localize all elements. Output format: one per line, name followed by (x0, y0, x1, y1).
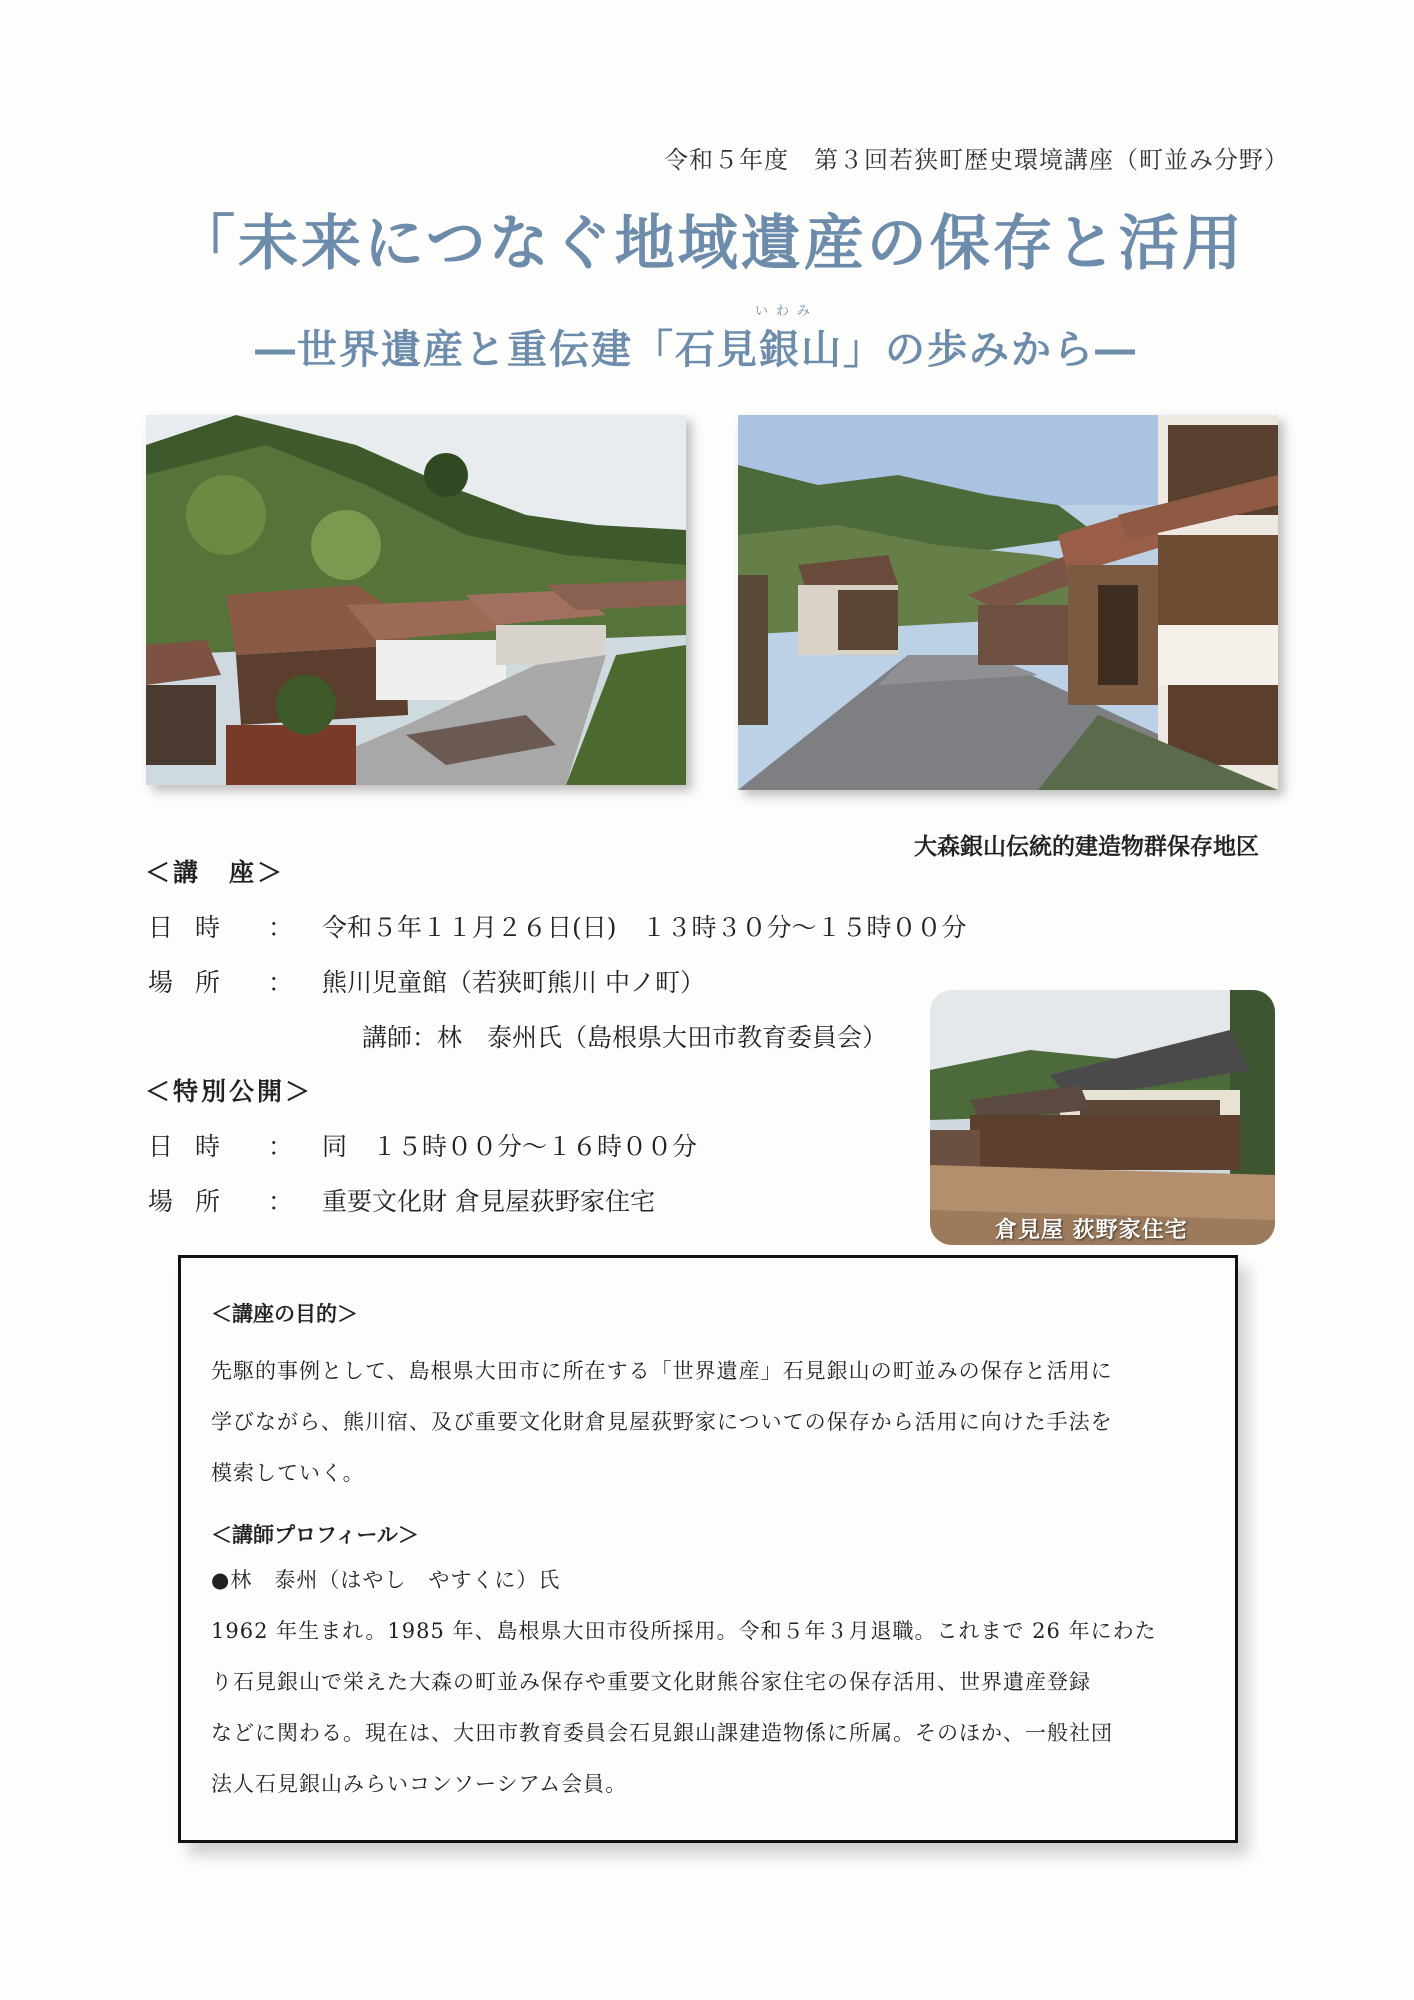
special-date-row (148, 1127, 697, 1163)
profile-text (211, 1555, 1211, 1810)
house-photo-caption: 倉見屋 荻野家住宅 (995, 1218, 1188, 1243)
photo-caption: 大森銀山伝統的建造物群保存地区 (914, 834, 1259, 860)
special-date-value: 同 １５時００分～１６時００分 (322, 1132, 698, 1161)
profile-line: などに関わる。現在は、大田市教育委員会石見銀山課建造物係に所属。そのほか、一般社団 (211, 1721, 1113, 1745)
special-place-value: 重要文化財 倉見屋荻野家住宅 (322, 1187, 655, 1216)
purpose-line: 先駆的事例として、島根県大田市に所在する「世界遺産」石見銀山の町並みの保存と活用に (211, 1359, 1113, 1383)
lecture-date-row (148, 908, 967, 944)
lecture-place-row (148, 963, 705, 999)
photo-townscape-aerial (146, 415, 686, 785)
lecture-heading: ＜講 座＞ (145, 858, 286, 887)
lecturer-line: 講師：林 泰州氏（島根県大田市教育委員会） (362, 1023, 888, 1052)
profile-heading: ＜講師プロフィール＞ (211, 1522, 419, 1547)
special-place-row (148, 1182, 655, 1218)
purpose-line: 学びながら、熊川宿、及び重要文化財倉見屋荻野家についての保存から活用に向けた手法を (211, 1410, 1113, 1434)
purpose-line: 模索していく。 (211, 1461, 365, 1485)
photo-house (930, 990, 1275, 1245)
series-title: 令和５年度 第３回若狭町歴史環境講座（町並み分野） (664, 146, 1289, 174)
profile-line: り石見銀山で栄えた大森の町並み保存や重要文化財熊谷家住宅の保存活用、世界遺産登録 (211, 1670, 1091, 1694)
colon: ： (268, 968, 294, 997)
colon: ： (268, 1132, 294, 1161)
lecture-place-value: 熊川児童館（若狭町熊川 中ノ町） (322, 968, 705, 997)
place-label: 場所 (148, 1187, 243, 1216)
purpose-heading: ＜講座の目的＞ (211, 1301, 358, 1326)
colon: ： (268, 913, 294, 942)
info-box (178, 1255, 1238, 1843)
page-subtitle: ―世界遺産と重伝建「石見銀山」の歩みから― (255, 327, 1137, 373)
photo-street-view (738, 415, 1278, 790)
special-heading: ＜特別公開＞ (145, 1077, 314, 1106)
ruby-annotation: いわみ (755, 304, 819, 319)
date-label: 日時 (148, 1132, 243, 1161)
profile-line: 1962 年生まれ。1985 年、島根県大田市役所採用。令和５年３月退職。これまで 26 年にわた (211, 1619, 1157, 1643)
profile-name: ●林 泰州（はやし やすくに）氏 (211, 1568, 561, 1592)
profile-line: 法人石見銀山みらいコンソーシアム会員。 (211, 1772, 628, 1796)
place-label: 場所 (148, 968, 243, 997)
purpose-text (211, 1346, 1211, 1499)
date-label: 日時 (148, 913, 243, 942)
colon: ： (268, 1187, 294, 1216)
page-title: 「未来につなぐ地域遺産の保存と活用 (175, 209, 1245, 279)
lecture-date-value: 令和５年１１月２６日(日) １３時３０分～１５時００分 (322, 913, 967, 942)
